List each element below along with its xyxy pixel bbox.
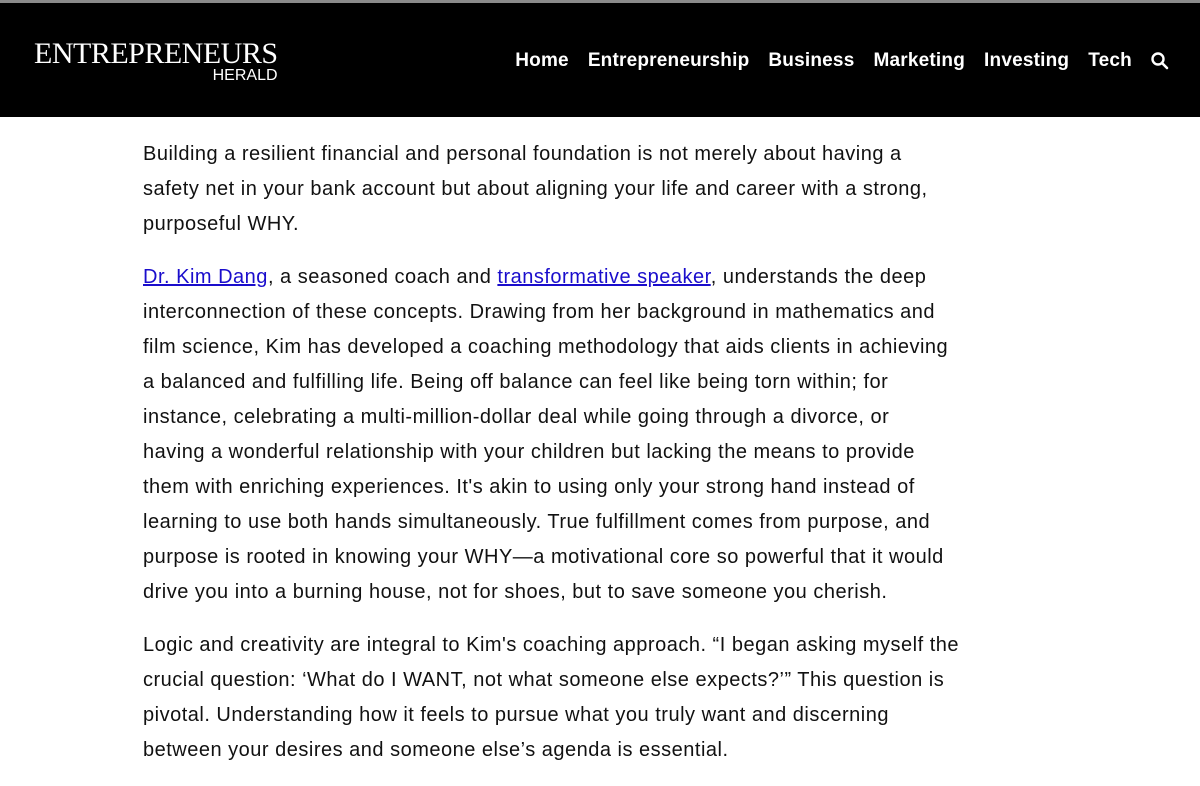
nav-business[interactable]: Business [768, 50, 855, 71]
text-segment: , a seasoned coach and [267, 266, 498, 288]
nav-investing[interactable]: Investing [984, 50, 1070, 71]
text-line: them with enriching experiences. It's akin to using only your strong hand instead of [143, 476, 915, 498]
nav-marketing[interactable]: Marketing [873, 50, 966, 71]
paragraph-1 [143, 137, 1083, 242]
text-line: purpose is rooted in knowing your WHY—a motivational core so powerful that it would [143, 546, 944, 568]
text-line: Logic and creativity are integral to Kim's coaching approach. “I began asking myself the [143, 634, 960, 656]
text-line: between your desires and someone else’s agenda is essential. [143, 739, 729, 761]
text-line: Building a resilient financial and personal foundation is not merely about having a [143, 143, 902, 165]
nav-entrepreneurship[interactable]: Entrepreneurship [587, 50, 750, 71]
logo-subtitle: HERALD [212, 67, 278, 84]
text-line: purposeful WHY. [143, 213, 300, 235]
text-line: interconnection of these concepts. Drawing from her background in mathematics and [143, 301, 936, 323]
text-line: drive you into a burning house, not for shoes, but to save someone you cherish. [143, 581, 888, 603]
main-nav [496, 50, 1170, 72]
text-segment: , understands the deep [710, 266, 927, 288]
search-icon[interactable] [1150, 51, 1170, 71]
text-line: safety net in your bank account but about aligning your life and career with a strong, [143, 178, 928, 200]
text-line: a balanced and fulfilling life. Being off balance can feel like being torn within; for [143, 371, 889, 393]
site-logo[interactable] [34, 39, 278, 84]
link-transformative-speaker[interactable]: transformative speaker [497, 266, 711, 288]
logo-title: ENTREPRENEURS [34, 37, 278, 70]
text-line [143, 260, 1083, 295]
paragraph-3 [143, 628, 1083, 768]
link-dr-kim-dang[interactable]: Dr. Kim Dang [143, 266, 268, 288]
site-header [0, 3, 1200, 117]
text-line: film science, Kim has developed a coaching methodology that aids clients in achieving [143, 336, 949, 358]
article-body [143, 137, 1083, 786]
text-line: instance, celebrating a multi-million-dollar deal while going through a divorce, or [143, 406, 890, 428]
text-line: pivotal. Understanding how it feels to pursue what you truly want and discerning [143, 704, 889, 726]
nav-home[interactable]: Home [515, 50, 569, 71]
text-line: having a wonderful relationship with your children but lacking the means to provide [143, 441, 915, 463]
nav-tech[interactable]: Tech [1088, 50, 1132, 71]
text-line: learning to use both hands simultaneously. True fulfillment comes from purpose, and [143, 511, 931, 533]
paragraph-2 [143, 260, 1083, 610]
text-line: crucial question: ‘What do I WANT, not what someone else expects?’” This question is [143, 669, 945, 691]
